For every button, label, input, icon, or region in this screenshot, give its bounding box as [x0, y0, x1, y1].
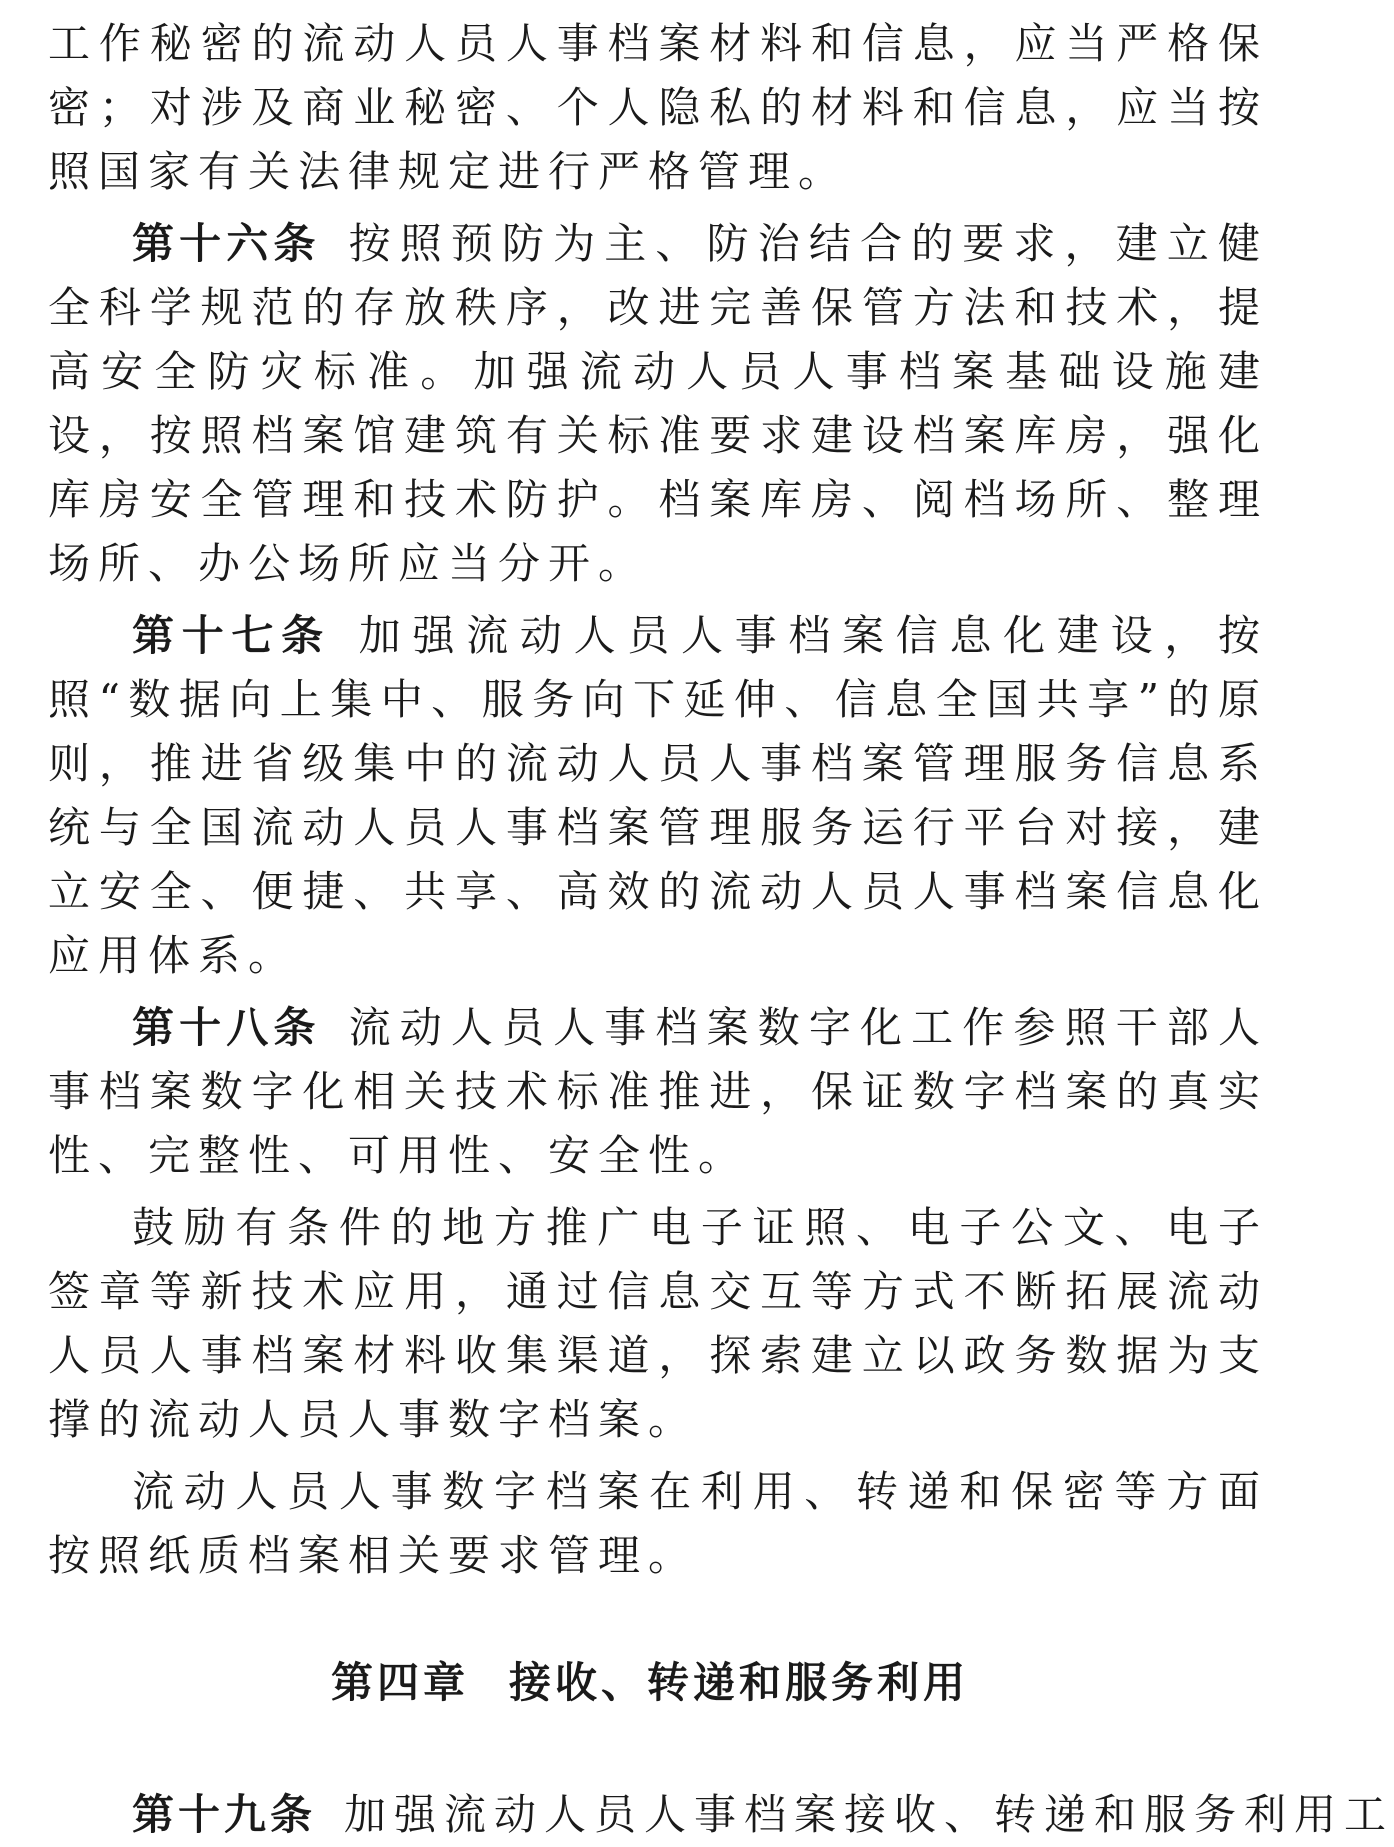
- paragraph: 流动人员人事数字档案在利用、转递和保密等方面按照纸质档案相关要求管理。: [48, 1467, 1268, 1580]
- article-18: [48, 996, 1268, 1188]
- paragraph: 鼓励有条件的地方推广电子证照、电子公文、电子签章等新技术应用，通过信息交互等方式不断拓展流动人员人事档案材料收集渠道，探索建立以政务数据为支撑的流动人员人事数字档案。: [48, 1203, 1268, 1444]
- chapter-number: 第四章: [330, 1658, 469, 1707]
- article-number: 第十七条: [132, 611, 331, 660]
- body-text: [48, 12, 1268, 1588]
- article-text: 加强流动人员人事档案信息化建设，按照“数据向上集中、服务向下延伸、信息全国共享”的原则，推进省级集中的流动人员人事档案管理服务信息系统与全国流动人员人事档案管理服务运行平台对接，建立安全、便捷、共享、高效的流动人员人事档案信息化应用体系。: [48, 611, 1268, 980]
- article-19: [48, 1783, 1394, 1847]
- article-text: 按照预防为主、防治结合的要求，建立健全科学规范的存放秩序，改进完善保管方法和技术，提高安全防灾标准。加强流动人员人事档案基础设施建设，按照档案馆建筑有关标准要求建设档案库房，强化库房安全管理和技术防护。档案库房、阅档场所、整理场所、办公场所应当分开。: [48, 219, 1268, 588]
- article-number: 第十九条: [132, 1790, 317, 1839]
- article-number: 第十八条: [132, 1003, 321, 1052]
- chapter-name: 接收、转递和服务利用: [509, 1658, 970, 1707]
- article-16: [48, 212, 1268, 596]
- article-text: 加强流动人员人事档案接收、转递和服务利用工: [344, 1790, 1394, 1839]
- chapter-heading: [0, 1650, 1300, 1710]
- article-number: 第十六条: [132, 219, 321, 268]
- article-17: [48, 604, 1268, 988]
- article-text: 流动人员人事档案数字化工作参照干部人事档案数字化相关技术标准推进，保证数字档案的真实性、完整性、可用性、安全性。: [48, 1003, 1268, 1180]
- paragraph-continuation: 工作秘密的流动人员人事档案材料和信息，应当严格保密；对涉及商业秘密、个人隐私的材料和信息，应当按照国家有关法律规定进行严格管理。: [48, 19, 1268, 196]
